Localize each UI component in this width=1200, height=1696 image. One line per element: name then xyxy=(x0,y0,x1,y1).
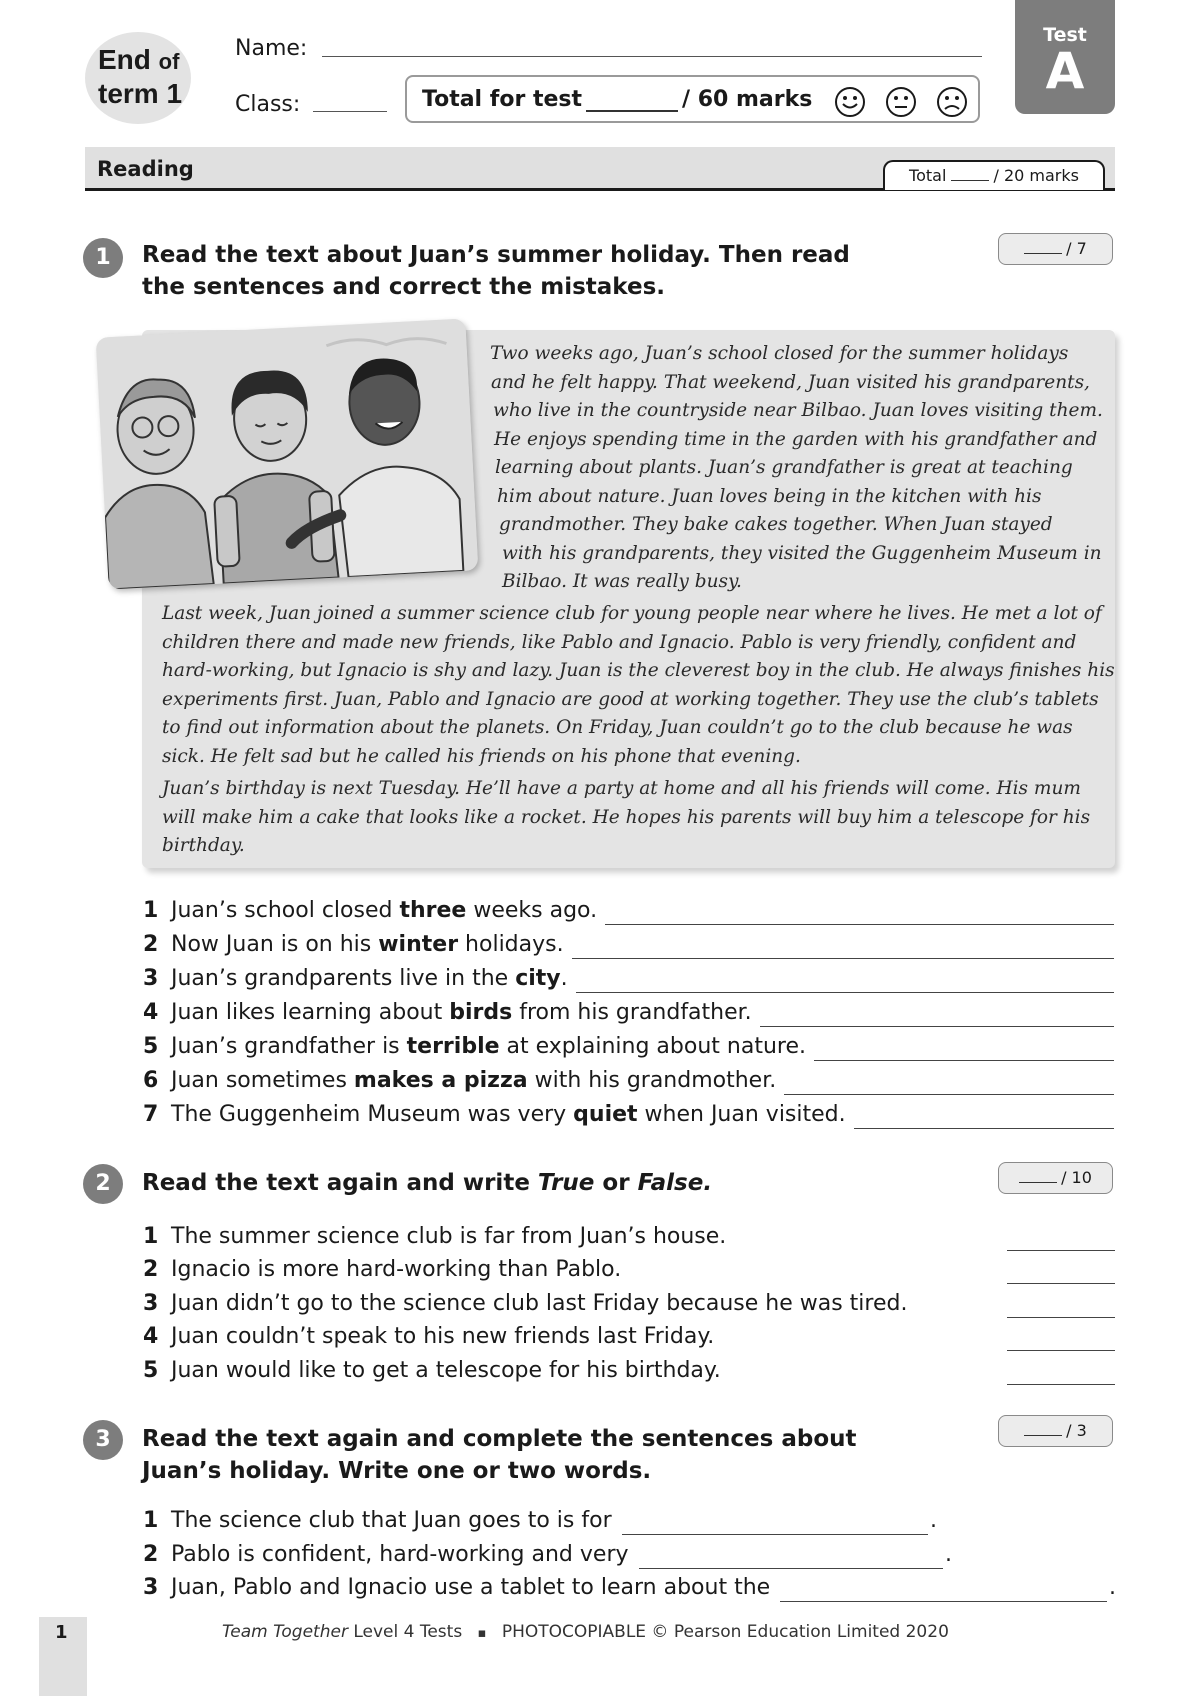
answer-line[interactable] xyxy=(605,924,1114,925)
footer-credits: Team Together Level 4 Tests ▪ PHOTOCOPIABLE © Pearson Education Limited 2020 xyxy=(222,1622,949,1642)
true-false-answer-line[interactable] xyxy=(1007,1384,1115,1385)
item-mistake: three xyxy=(399,898,467,923)
item-text: The summer science club is far from Juan’s house. xyxy=(171,1224,727,1249)
answer-line[interactable] xyxy=(784,1094,1114,1095)
true-false-answer-line[interactable] xyxy=(1007,1283,1115,1284)
item-text: Juan’s school closed xyxy=(171,898,400,923)
item-text: Now Juan is on his xyxy=(171,932,379,957)
true-false-answer-line[interactable] xyxy=(1007,1350,1115,1351)
exercise-2-item xyxy=(143,1224,726,1249)
exercise-2-item xyxy=(143,1324,714,1349)
story-line: hard-working, but Ignacio is shy and lazy. Juan is the cleverest boy in the club. He always finishes his xyxy=(162,660,1115,681)
exercise-1-heading: Read the text about Juan’s summer holiday. Then read the sentences and correct the mistakes. xyxy=(142,242,850,300)
story-line: and he felt happy. That weekend, Juan visited his grandparents, xyxy=(491,371,1090,393)
item-text: Juan sometimes xyxy=(171,1068,354,1093)
story-line: experiments first. Juan, Pablo and Ignacio are good at working together. They use the club’s tablets xyxy=(162,688,1099,710)
story-line: children there and made new friends, like Pablo and Ignacio. Pablo is very friendly, confident and xyxy=(162,631,1077,653)
completion-answer-line[interactable] xyxy=(780,1601,1107,1602)
item-text: Juan’s grandparents live in the xyxy=(171,966,516,991)
item-text: The science club that Juan goes to is for xyxy=(171,1508,612,1533)
item-text: Juan would like to get a telescope for his birthday. xyxy=(171,1358,721,1383)
item-number: 4 xyxy=(143,1324,159,1349)
exercise-1-score[interactable]: / 7 xyxy=(998,233,1113,265)
page-number: 1 xyxy=(55,1622,68,1643)
exercise-1-item xyxy=(143,1000,752,1025)
exercise-1-item xyxy=(143,1068,776,1093)
exercise-3-item xyxy=(143,1508,612,1533)
exercise-3-number: 3 xyxy=(83,1420,123,1460)
story-line: birthday. xyxy=(162,835,245,856)
item-number: 3 xyxy=(143,1291,159,1316)
story-line: Bilbao. It was really busy. xyxy=(502,571,742,592)
reading-total-box: Total / 20 marks xyxy=(883,160,1105,190)
item-number: 5 xyxy=(143,1034,159,1059)
item-text: Juan likes learning about xyxy=(171,1000,450,1025)
item-number: 3 xyxy=(143,966,159,991)
item-text: Juan didn’t go to the science club last Friday because he was tired. xyxy=(171,1291,908,1316)
reading-title: Reading xyxy=(97,157,194,181)
total-for-test: Total for test / 60 marks xyxy=(422,87,813,112)
exercise-2-item xyxy=(143,1358,721,1383)
item-text: Ignacio is more hard-working than Pablo. xyxy=(171,1257,622,1282)
item-text: Juan couldn’t speak to his new friends last Friday. xyxy=(171,1324,715,1349)
story-paragraph-3 xyxy=(162,775,1090,861)
item-mistake: quiet xyxy=(573,1102,638,1127)
story-line: to find out information about the planets. On Friday, Juan couldn’t go to the club because he was xyxy=(162,717,1073,738)
exercise-1-item xyxy=(143,966,568,991)
story-line: grandmother. They bake cakes together. When Juan stayed xyxy=(499,514,1053,535)
exercise-1-item xyxy=(143,1102,846,1127)
item-text: when Juan visited. xyxy=(637,1102,846,1127)
end-of-term-label: End of term 1 xyxy=(98,44,183,109)
name-label: Name: xyxy=(235,36,308,61)
item-number: 3 xyxy=(143,1575,159,1600)
exercise-3-item xyxy=(143,1575,770,1600)
true-false-answer-line[interactable] xyxy=(1007,1250,1115,1251)
item-text: Juan’s grandfather is xyxy=(171,1034,407,1059)
exercise-3-heading: Read the text again and complete the sentences about Juan’s holiday. Write one or two words. xyxy=(142,1426,857,1484)
story-line: Last week, Juan joined a summer science club for young people near where he lives. He met a lot of xyxy=(162,603,1102,624)
item-mistake: winter xyxy=(378,932,459,957)
item-text: weeks ago. xyxy=(466,898,598,923)
item-number: 1 xyxy=(143,1508,159,1533)
item-number: 2 xyxy=(143,1257,159,1282)
item-mistake: city xyxy=(515,966,561,991)
neutral-face-icon[interactable] xyxy=(885,86,917,118)
story-line: Two weeks ago, Juan’s school closed for the summer holidays xyxy=(490,343,1069,364)
item-text: from his grandfather. xyxy=(512,1000,752,1025)
children-illustration xyxy=(96,318,479,589)
story-line: with his grandparents, they visited the Guggenheim Museum in xyxy=(502,542,1102,564)
item-text: Juan, Pablo and Ignacio use a tablet to learn about the xyxy=(171,1575,771,1600)
story-paragraph-1 xyxy=(490,340,1103,597)
exercise-2-item xyxy=(143,1291,907,1316)
item-mistake: terrible xyxy=(406,1034,500,1059)
test-a-tab: Test A xyxy=(1015,0,1115,114)
exercise-1-item xyxy=(143,932,564,957)
exercise-1-item xyxy=(143,1034,806,1059)
story-line: He enjoys spending time in the garden with his grandfather and xyxy=(494,428,1098,450)
exercise-3-score[interactable]: / 3 xyxy=(998,1415,1113,1447)
completion-answer-line[interactable] xyxy=(639,1568,943,1569)
story-line: Juan’s birthday is next Tuesday. He’ll have a party at home and all his friends will come. His mum xyxy=(162,778,1081,799)
item-text: Pablo is confident, hard-working and very xyxy=(171,1542,629,1567)
item-text: . xyxy=(560,966,568,991)
item-text: The Guggenheim Museum was very xyxy=(171,1102,574,1127)
class-field[interactable] xyxy=(313,111,387,112)
story-paragraph-2 xyxy=(162,600,1115,771)
story-line: him about nature. Juan loves being in the kitchen with his xyxy=(497,485,1042,507)
item-number: 6 xyxy=(143,1068,159,1093)
exercise-2-heading: Read the text again and write True or False. xyxy=(142,1170,713,1196)
item-number: 1 xyxy=(143,1224,159,1249)
item-text: at explaining about nature. xyxy=(499,1034,806,1059)
item-number: 7 xyxy=(143,1102,159,1127)
true-false-answer-line[interactable] xyxy=(1007,1317,1115,1318)
answer-line[interactable] xyxy=(576,992,1114,993)
exercise-2-item xyxy=(143,1257,621,1282)
story-line: who live in the countryside near Bilbao. Juan loves visiting them. xyxy=(493,400,1103,421)
sentence-end-period: . xyxy=(945,1542,952,1567)
total-score-blank[interactable] xyxy=(586,90,678,112)
sentence-end-period: . xyxy=(1109,1575,1116,1600)
item-text: holidays. xyxy=(458,932,564,957)
exercise-1-number: 1 xyxy=(83,238,123,278)
item-number: 2 xyxy=(143,1542,159,1567)
story-line: learning about plants. Juan’s grandfather is great at teaching xyxy=(495,457,1073,478)
exercise-3-item xyxy=(143,1542,629,1567)
sentence-end-period: . xyxy=(930,1508,937,1533)
story-line: will make him a cake that looks like a rocket. He hopes his parents will buy him a telescope for his xyxy=(162,806,1091,828)
story-line: sick. He felt sad but he called his friends on his phone that evening. xyxy=(162,745,801,767)
item-text: with his grandmother. xyxy=(527,1068,777,1093)
exercise-2-number: 2 xyxy=(83,1164,123,1204)
item-number: 4 xyxy=(143,1000,159,1025)
answer-line[interactable] xyxy=(572,958,1114,959)
item-number: 1 xyxy=(143,898,159,923)
class-label: Class: xyxy=(235,92,301,117)
exercise-2-score[interactable]: / 10 xyxy=(998,1162,1113,1194)
answer-line[interactable] xyxy=(814,1060,1114,1061)
item-number: 5 xyxy=(143,1358,159,1383)
answer-line[interactable] xyxy=(760,1026,1114,1027)
item-mistake: makes a pizza xyxy=(353,1068,528,1093)
name-field[interactable] xyxy=(322,56,982,57)
answer-line[interactable] xyxy=(854,1128,1114,1129)
exercise-1-item xyxy=(143,898,597,923)
happy-face-icon[interactable] xyxy=(834,86,866,118)
item-number: 2 xyxy=(143,932,159,957)
item-mistake: birds xyxy=(449,1000,513,1025)
completion-answer-line[interactable] xyxy=(622,1534,928,1535)
sad-face-icon[interactable] xyxy=(936,86,968,118)
